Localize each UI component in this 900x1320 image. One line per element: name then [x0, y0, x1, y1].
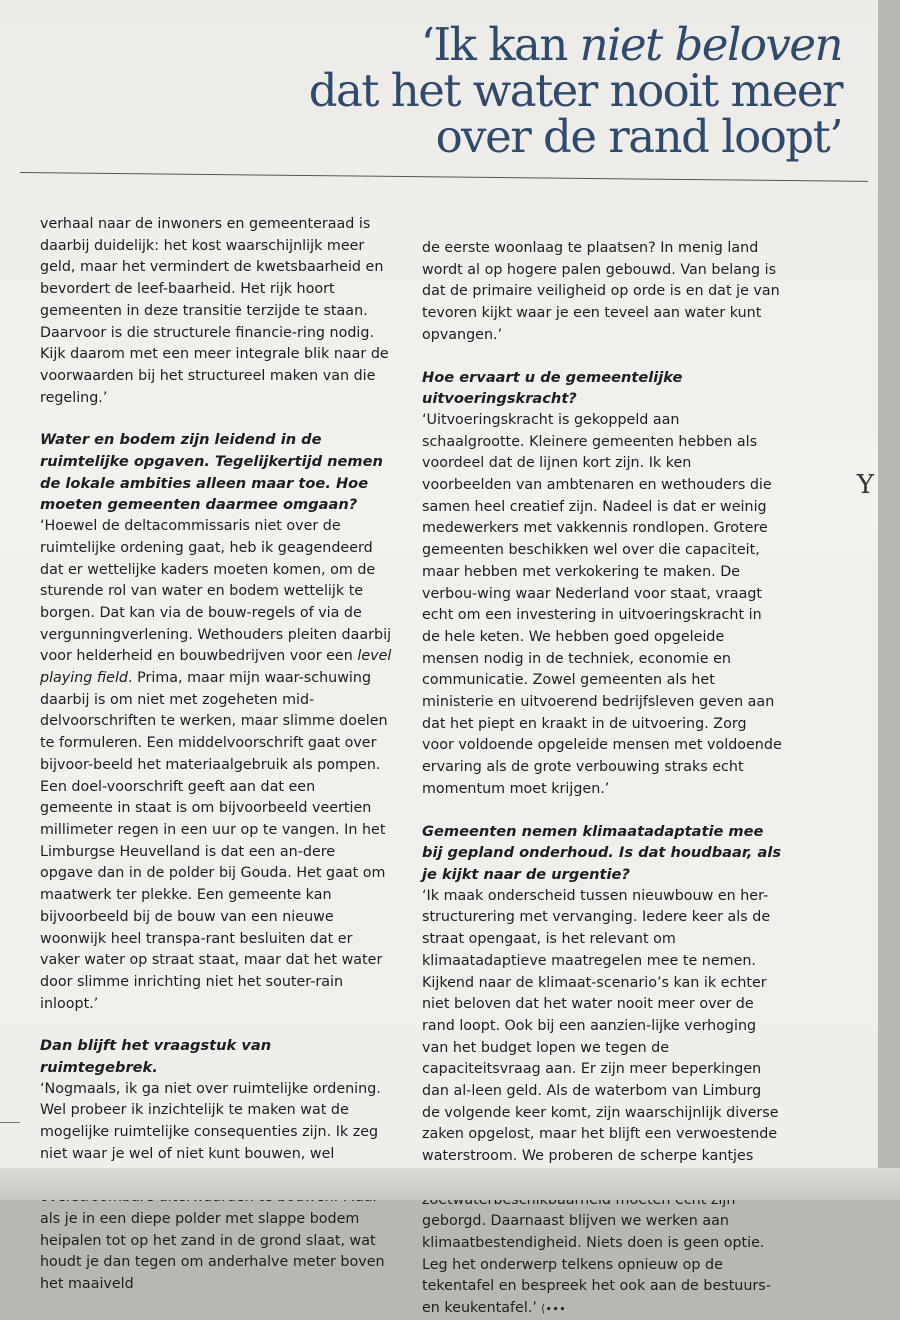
question-heading: Hoe ervaart u de gemeentelijke uitvoeringskracht?	[422, 368, 683, 408]
next-page-edge-letter: Y	[856, 470, 874, 500]
headline-emphasis: niet beloven	[579, 18, 842, 71]
end-mark-icon: ⟨∙∙∙	[540, 1302, 566, 1316]
paragraph: verhaal naar de inwoners en gemeenteraad is daarbij duidelijk: het kost waarschijnlijk meer geld, maar het vermindert de kwetsbaarheid en bevordert de leef-baarheid. Het rijk hoort gemeenten in deze transitie terzijde te staan. Daarvoor is die structurele financie-ring nodig. Kijk daarom met een meer integrale blik naar de voorwaarden bij het structureel maken van die regeling.’	[40, 216, 389, 406]
margin-mark	[0, 1122, 20, 1123]
question-heading: Gemeenten nemen klimaatadaptatie mee bij gepland onderhoud. Is dat houdbaar, als je kijkt naar de urgentie?	[422, 822, 782, 883]
question-heading: Dan blijft het vraagstuk van ruimtegebrek.	[40, 1037, 272, 1077]
paragraph: de eerste woonlaag te plaatsen? In menig land wordt al op hogere palen gebouwd. Van belang is dat de primaire veiligheid op orde is en dat je van tevoren kijkt waar je een teveel aan water kunt opvangen.’	[422, 240, 780, 343]
left-column	[40, 214, 392, 1296]
page-stack-edge	[0, 1168, 900, 1200]
question-heading: Water en bodem zijn leidend in de ruimtelijke opgaven. Tegelijkertijd nemen de lokale ambities alleen maar toe. Hoe moeten gemeenten daarmee omgaan?	[40, 431, 383, 514]
paragraph: ‘Hoewel de deltacommissaris niet over de ruimtelijke ordening gaat, heb ik geagendeerd dat er wettelijke kaders moeten komen, om de sturende rol van water en bodem wettelijk te borgen. Dat kan via de bouw-regels of via de vergunningverlening. Wethouders pleiten daarbij voor helderheid en bouwbedrijven voor een level playing field. Prima, maar mijn waar-schuwing daarbij is om niet met zogeheten mid-delvoorschriften te werken, maar slimme doelen te formuleren. Een middelvoorschrift gaat over bijvoor-beeld het materiaalgebruik als pompen. Een doel-voorschrift geeft aan dat een gemeente in staat is om bijvoorbeeld veertien millimeter regen in een uur op te vangen. In het Limburgse Heuvelland is dat een an-dere opgave dan in de polder bij Gouda. Het gaat om maatwerk ter plekke. Een gemeente kan bijvoorbeeld bij de bouw van een nieuwe woonwijk heel transpa-rant besluiten dat er vaker water op straat staat, maar dat het water door slimme inrichting niet het souter-rain inloopt.’	[40, 518, 392, 1012]
headline-line-3: over de rand loopt’	[435, 110, 842, 163]
paragraph: ‘Ik maak onderscheid tussen nieuwbouw en her-structurering met vervanging. Iedere keer als de straat opengaat, is het relevant om klimaatadaptieve maatregelen mee te nemen. Kijkend naar de klimaat-scenario’s kan ik echter niet beloven dat het water nooit meer over de rand loopt. Ook bij een aanzien-lijke verhoging van het budget lopen we tegen de capaciteitsvraag aan. Er zijn meer beperkingen dan al-leen geld. Als de waterbom van Limburg de volgende keer komt, zijn waarschijnlijk diverse zaken opgelost, maar het blijft een verwoestende waterstroom. We proberen de scherpe kantjes geborgd. Daarnaast blijven we werken aan klimaatbestendigheid. Niets doen is geen optie. Leg het onderwerp telkens opnieuw op de tekentafel en bespreek het ook aan de bestuurs- en keukentafel.’ ⟨∙∙∙	[422, 887, 779, 1317]
right-column	[422, 238, 782, 1320]
headline-line-1: ‘Ik kan niet beloven	[420, 18, 842, 71]
headline-line-2: dat het water nooit meer	[308, 64, 842, 117]
headline-divider	[20, 172, 868, 182]
paragraph: ‘Uitvoeringskracht is gekoppeld aan schaalgrootte. Kleinere gemeenten hebben als voordeel dat de lijnen kort zijn. Ik ken voorbeelden van ambtenaren en wethouders die samen heel creatief zijn. Nadeel is dat er weinig medewerkers met vakkennis rondlopen. Grotere gemeenten beschikken wel over die capaciteit, maar hebben met verkokering te maken. De verbou-wing waar Nederland voor staat, vraagt echt om een investering in uitvoeringskracht in de hele keten. We hebben goed opgeleide mensen nodig in de techniek, economie en communicatie. Zowel gemeenten als het ministerie en uitvoerend bedrijfsleven geven aan dat het piept en kraakt in de uitvoering. Zorg voor voldoende opgeleide mensen met voldoende ervaring als de grote verbouwing straks echt momentum moet krijgen.’	[422, 411, 782, 797]
italic-term: level playing field	[40, 648, 392, 687]
headline	[282, 18, 842, 163]
paragraph: ‘Nogmaals, ik ga niet over ruimtelijke ordening. Wel probeer ik inzichtelijk te maken wat de mogelijke ruimtelijke consequenties zijn. Ik zeg niet waar je wel of niet kunt bouwen, wel als je in een diepe polder met slappe bodem heipalen tot op het zand in de grond slaat, wat houdt je dan tegen om anderhalve meter boven het maaiveld	[40, 1080, 385, 1293]
